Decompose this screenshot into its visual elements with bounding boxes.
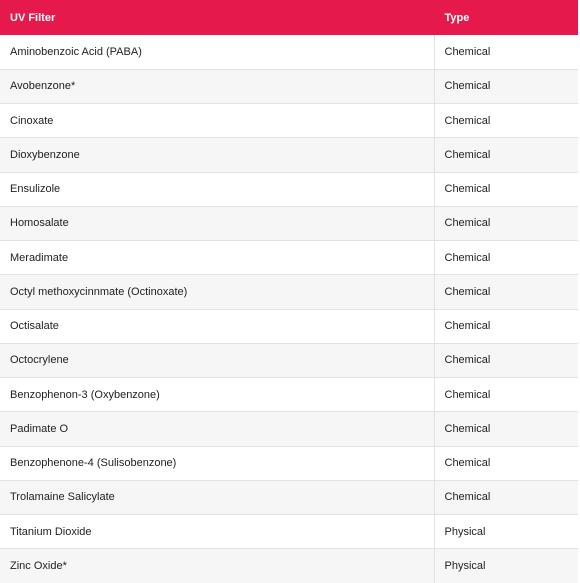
table-row xyxy=(0,549,578,583)
cell-uv-filter: Octisalate xyxy=(0,309,434,343)
cell-type: Chemical xyxy=(434,446,578,480)
table-row xyxy=(0,104,578,138)
table-row xyxy=(0,515,578,549)
table-row xyxy=(0,446,578,480)
table-row xyxy=(0,275,578,309)
cell-type: Chemical xyxy=(434,378,578,412)
table-row xyxy=(0,35,578,69)
cell-type: Chemical xyxy=(434,35,578,69)
cell-uv-filter: Trolamaine Salicylate xyxy=(0,480,434,514)
header-row xyxy=(0,0,578,35)
table-row xyxy=(0,343,578,377)
cell-type: Chemical xyxy=(434,343,578,377)
table-row xyxy=(0,69,578,103)
table-row xyxy=(0,206,578,240)
table-row xyxy=(0,309,578,343)
cell-type: Chemical xyxy=(434,480,578,514)
cell-uv-filter: Avobenzone* xyxy=(0,69,434,103)
cell-type: Chemical xyxy=(434,275,578,309)
cell-type: Chemical xyxy=(434,206,578,240)
table-row xyxy=(0,412,578,446)
table-row xyxy=(0,480,578,514)
table-row xyxy=(0,241,578,275)
header-type: Type xyxy=(434,0,578,35)
cell-type: Physical xyxy=(434,549,578,583)
cell-uv-filter: Titanium Dioxide xyxy=(0,515,434,549)
cell-uv-filter: Meradimate xyxy=(0,241,434,275)
cell-type: Chemical xyxy=(434,309,578,343)
cell-uv-filter: Cinoxate xyxy=(0,104,434,138)
table-body xyxy=(0,35,578,583)
table-row xyxy=(0,378,578,412)
cell-uv-filter: Benzophenon-3 (Oxybenzone) xyxy=(0,378,434,412)
table-header xyxy=(0,0,578,35)
header-uv-filter: UV Filter xyxy=(0,0,434,35)
cell-uv-filter: Homosalate xyxy=(0,206,434,240)
cell-uv-filter: Zinc Oxide* xyxy=(0,549,434,583)
cell-uv-filter: Octyl methoxycinnmate (Octinoxate) xyxy=(0,275,434,309)
cell-type: Physical xyxy=(434,515,578,549)
cell-uv-filter: Octocrylene xyxy=(0,343,434,377)
cell-uv-filter: Aminobenzoic Acid (PABA) xyxy=(0,35,434,69)
cell-type: Chemical xyxy=(434,69,578,103)
cell-uv-filter: Benzophenone-4 (Sulisobenzone) xyxy=(0,446,434,480)
cell-uv-filter: Dioxybenzone xyxy=(0,138,434,172)
cell-uv-filter: Ensulizole xyxy=(0,172,434,206)
cell-type: Chemical xyxy=(434,104,578,138)
cell-type: Chemical xyxy=(434,412,578,446)
cell-type: Chemical xyxy=(434,138,578,172)
table-row xyxy=(0,172,578,206)
cell-type: Chemical xyxy=(434,241,578,275)
cell-uv-filter: Padimate O xyxy=(0,412,434,446)
cell-type: Chemical xyxy=(434,172,578,206)
table-row xyxy=(0,138,578,172)
